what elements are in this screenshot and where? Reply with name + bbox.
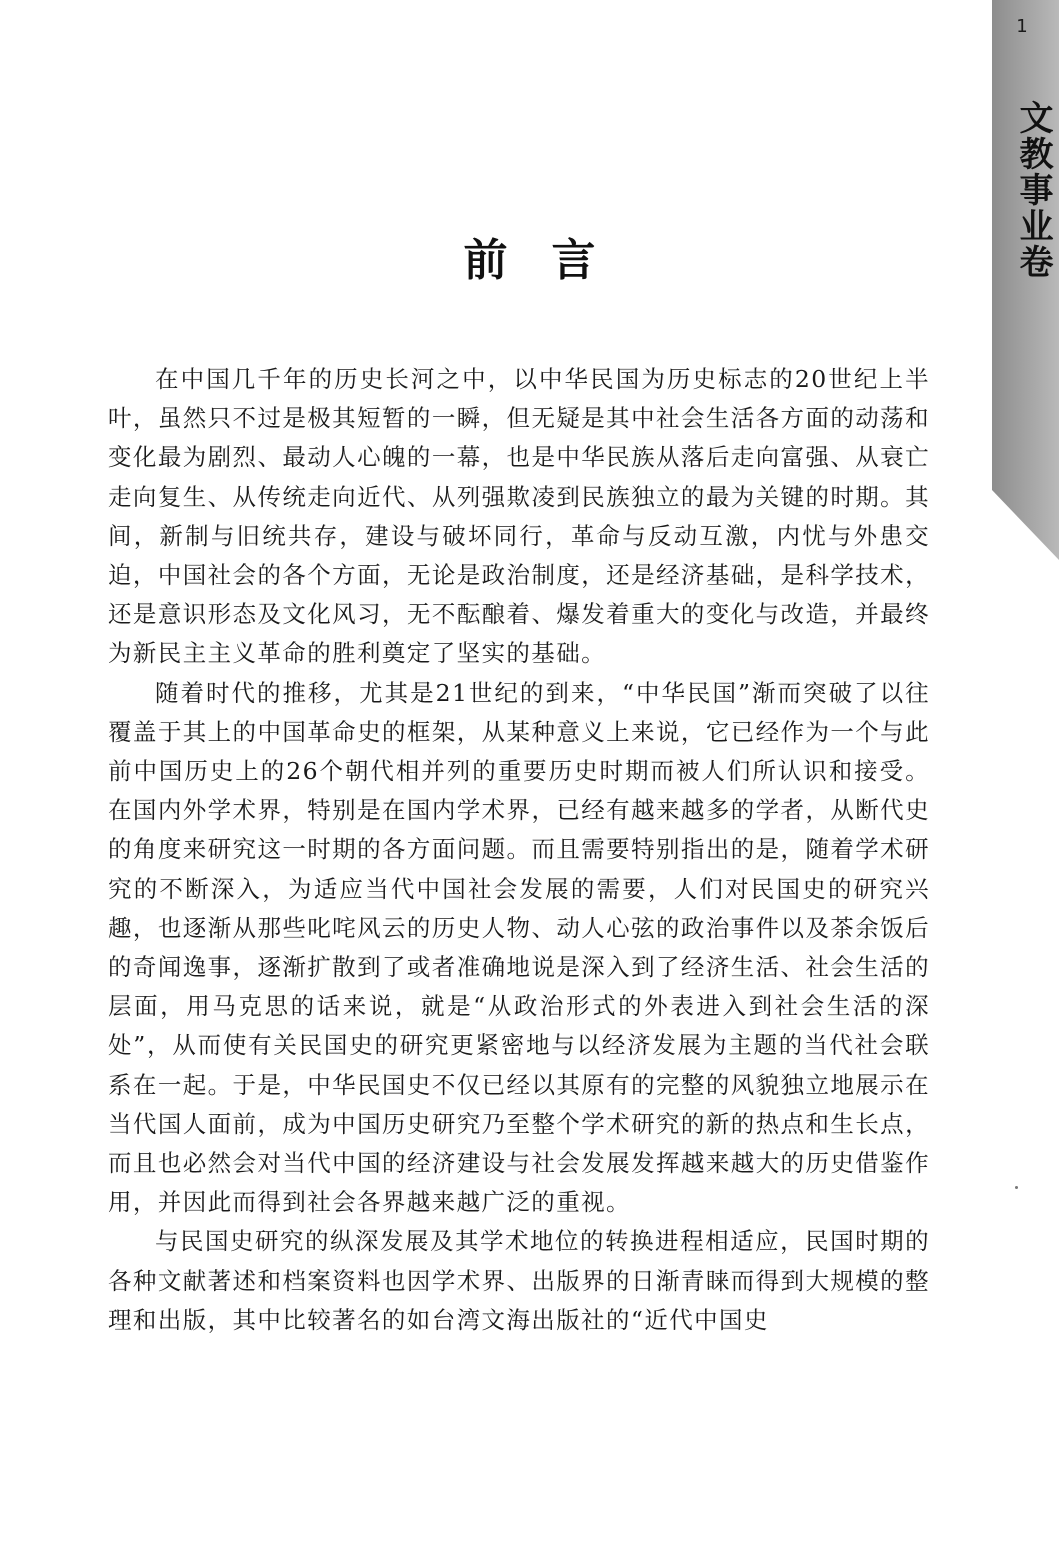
- volume-title: 文教事业卷: [1013, 100, 1053, 280]
- paragraph: 与民国史研究的纵深发展及其学术地位的转换进程相适应，民国时期的各种文献著述和档案资料也因学术界、出版界的日渐青睐而得到大规模的整理和出版，其中比较著名的如台湾文海出版社的“近代中国史: [108, 1227, 930, 1334]
- page-heading: 前言: [463, 235, 640, 287]
- page-number: 1: [1016, 16, 1028, 37]
- paragraph: 随着时代的推移，尤其是21世纪的到来，“中华民国”渐而突破了以往覆盖于其上的中国革命史的框架，从某种意义上来说，它已经作为一个与此前中国历史上的26个朝代相并列的重要历史时期而被人们所认识和接受。在国内外学术界，特别是在国内学术界，已经有越来越多的学者，从断代史的角度来研究这一时期的各方面问题。而且需要特别指出的是，随着学术研究的不断深入，为适应当代中国社会发展的需要，人们对民国史的研究兴趣，也逐渐从那些叱咤风云的历史人物、动人心弦的政治事件以及茶余饭后的奇闻逸事，逐渐扩散到了或者准确地说是深入到了经济生活、社会生活的层面，用马克思的话来说，就是“从政治形式的外表进入到社会生活的深处”，从而使有关民国史的研究更紧密地与以经济发展为主题的当代社会联系在一起。于是，中华民国史不仅已经以其原有的完整的风貌独立地展示在当代国人面前，成为中国历史研究乃至整个学术研究的新的热点和生长点，而且也必然会对当代中国的经济建设与社会发展发挥越来越大的历史借鉴作用，并因此而得到社会各界越来越广泛的重视。: [108, 678, 930, 1217]
- paragraph: 在中国几千年的历史长河之中，以中华民国为历史标志的20世纪上半叶，虽然只不过是极其短暂的一瞬，但无疑是其中社会生活各方面的动荡和变化最为剧烈、最动人心魄的一幕，也是中华民族从落后走向富强、从衰亡走向复生、从传统走向近代、从列强欺凌到民族独立的最为关键的时期。其间，新制与旧统共存，建设与破坏同行，革命与反动互激，内忧与外患交迫，中国社会的各个方面，无论是政治制度，还是经济基础，是科学技术，还是意识形态及文化风习，无不酝酿着、爆发着重大的变化与改造，并最终为新民主主义革命的胜利奠定了坚实的基础。: [108, 365, 930, 668]
- body-text: [108, 360, 930, 1340]
- scan-speck: [1015, 1186, 1018, 1189]
